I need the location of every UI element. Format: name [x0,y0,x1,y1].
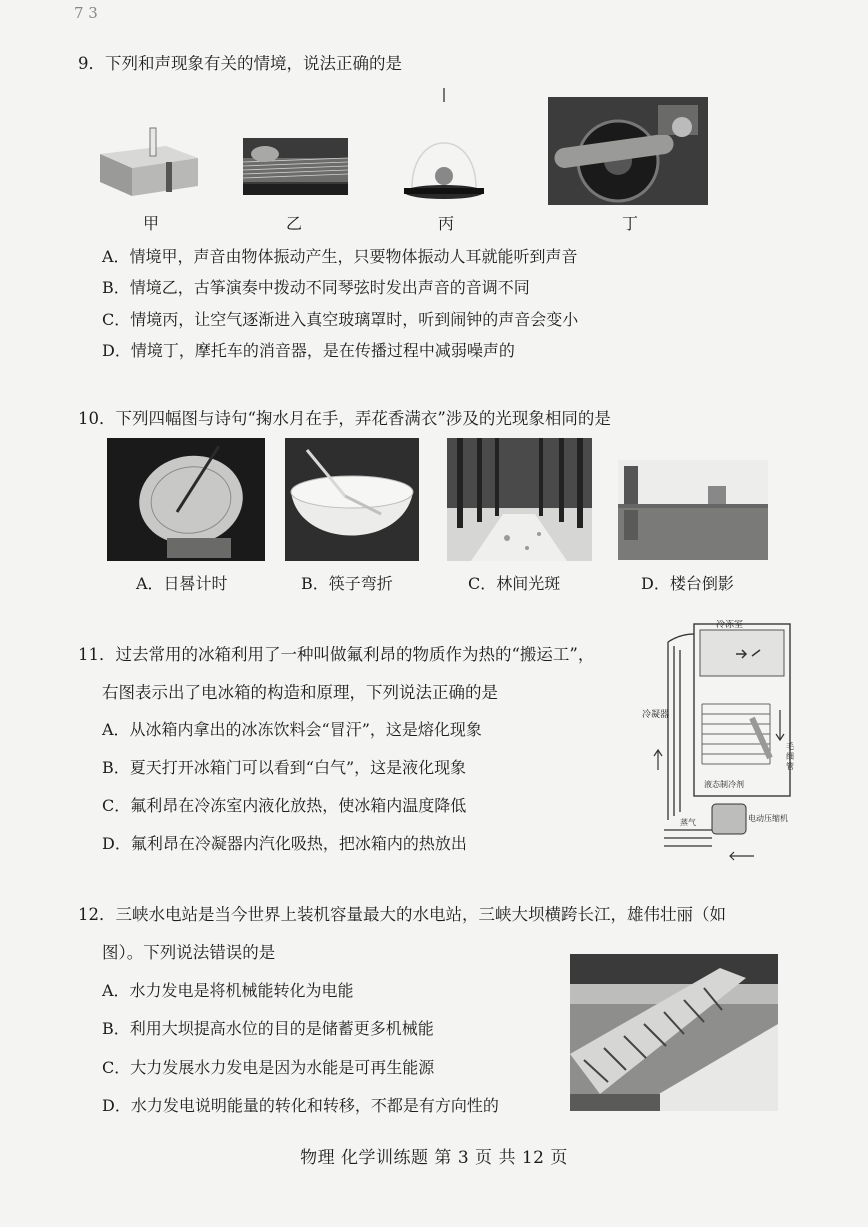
q11-stem-line2: 右图表示出了电冰箱的构造和原理，下列说法正确的是 [102,683,498,702]
q9-image-jia [96,122,202,202]
label-freezer: 冷冻室 [716,620,744,630]
label-liquid: 液态制冷剂 [704,780,744,789]
q12-stem-line2: 图）。下列说法错误的是 [102,943,276,962]
page-corner-mark: 7 3 [74,4,98,22]
label-condenser: 冷凝器 [642,710,670,720]
q9-option-d: D．情境丁，摩托车的消音器，是在传播过程中减弱噪声的 [102,341,515,360]
q12-option-d: D．水力发电说明能量的转化和转移，不都是有方向性的 [102,1096,499,1115]
q11-option-c: C．氟利昂在冷冻室内液化放热，使冰箱内温度降低 [102,796,467,815]
label-compressor: 电动压缩机 [748,814,788,823]
q9-option-a: A．情境甲，声音由物体振动产生，只要物体振动人耳就能听到声音 [102,247,578,266]
q11-option-d: D．氟利昂在冷凝器内汽化吸热，把冰箱内的热放出 [102,834,467,853]
q10-caption-d: D．楼台倒影 [641,574,734,593]
q11-option-a: A．从冰箱内拿出的冰冻饮料会“冒汗”，这是熔化现象 [102,720,482,739]
q10-image-forest [447,438,592,561]
q9-caption-yi: 乙 [286,214,303,233]
q9-caption-jia: 甲 [143,214,160,233]
q12-image-dam [570,954,778,1111]
label-vapor: 蒸气 [680,818,696,827]
page-footer: 物理 化学训练题 第 3 页 共 12 页 [300,1148,568,1168]
q10-caption-c: C．林间光斑 [468,574,561,593]
q12-option-b: B．利用大坝提高水位的目的是储蓄更多机械能 [102,1019,434,1038]
q12-stem-line1: 12．三峡水电站是当今世界上装机容量最大的水电站，三峡大坝横跨长江，雄伟壮丽（如 [78,905,726,924]
q11-stem-line1: 11．过去常用的冰箱利用了一种叫做氟利昂的物质作为热的“搬运工”， [78,645,595,664]
q10-image-sundial [107,438,265,561]
q9-option-b: B．情境乙，古筝演奏中拨动不同琴弦时发出声音的音调不同 [102,278,530,297]
q9-image-ding [548,97,708,205]
q9-caption-ding: 丁 [622,214,639,233]
q9-caption-bing: 丙 [438,214,455,233]
q11-option-b: B．夏天打开冰箱门可以看到“白气”，这是液化现象 [102,758,467,777]
q9-stem: 9．下列和声现象有关的情境，说法正确的是 [78,54,402,73]
q9-option-c: C．情境丙，让空气逐渐进入真空玻璃罩时，听到闹钟的声音会变小 [102,310,579,329]
q10-caption-a: A．日晷计时 [136,574,228,593]
q11-fridge-diagram [640,620,800,866]
q10-caption-b: B．筷子弯折 [301,574,393,593]
q10-image-chopstick [285,438,419,561]
q10-image-reflection [618,460,768,560]
q10-stem: 10．下列四幅图与诗句“掬水月在手，弄花香满衣”涉及的光现象相同的是 [78,409,611,428]
q9-image-yi [243,138,348,195]
q12-option-a: A．水力发电是将机械能转化为电能 [102,981,354,1000]
q9-image-bing [398,88,490,206]
q12-option-c: C．大力发展水力发电是因为水能是可再生能源 [102,1058,435,1077]
label-capillary: 毛细管 [786,742,794,771]
